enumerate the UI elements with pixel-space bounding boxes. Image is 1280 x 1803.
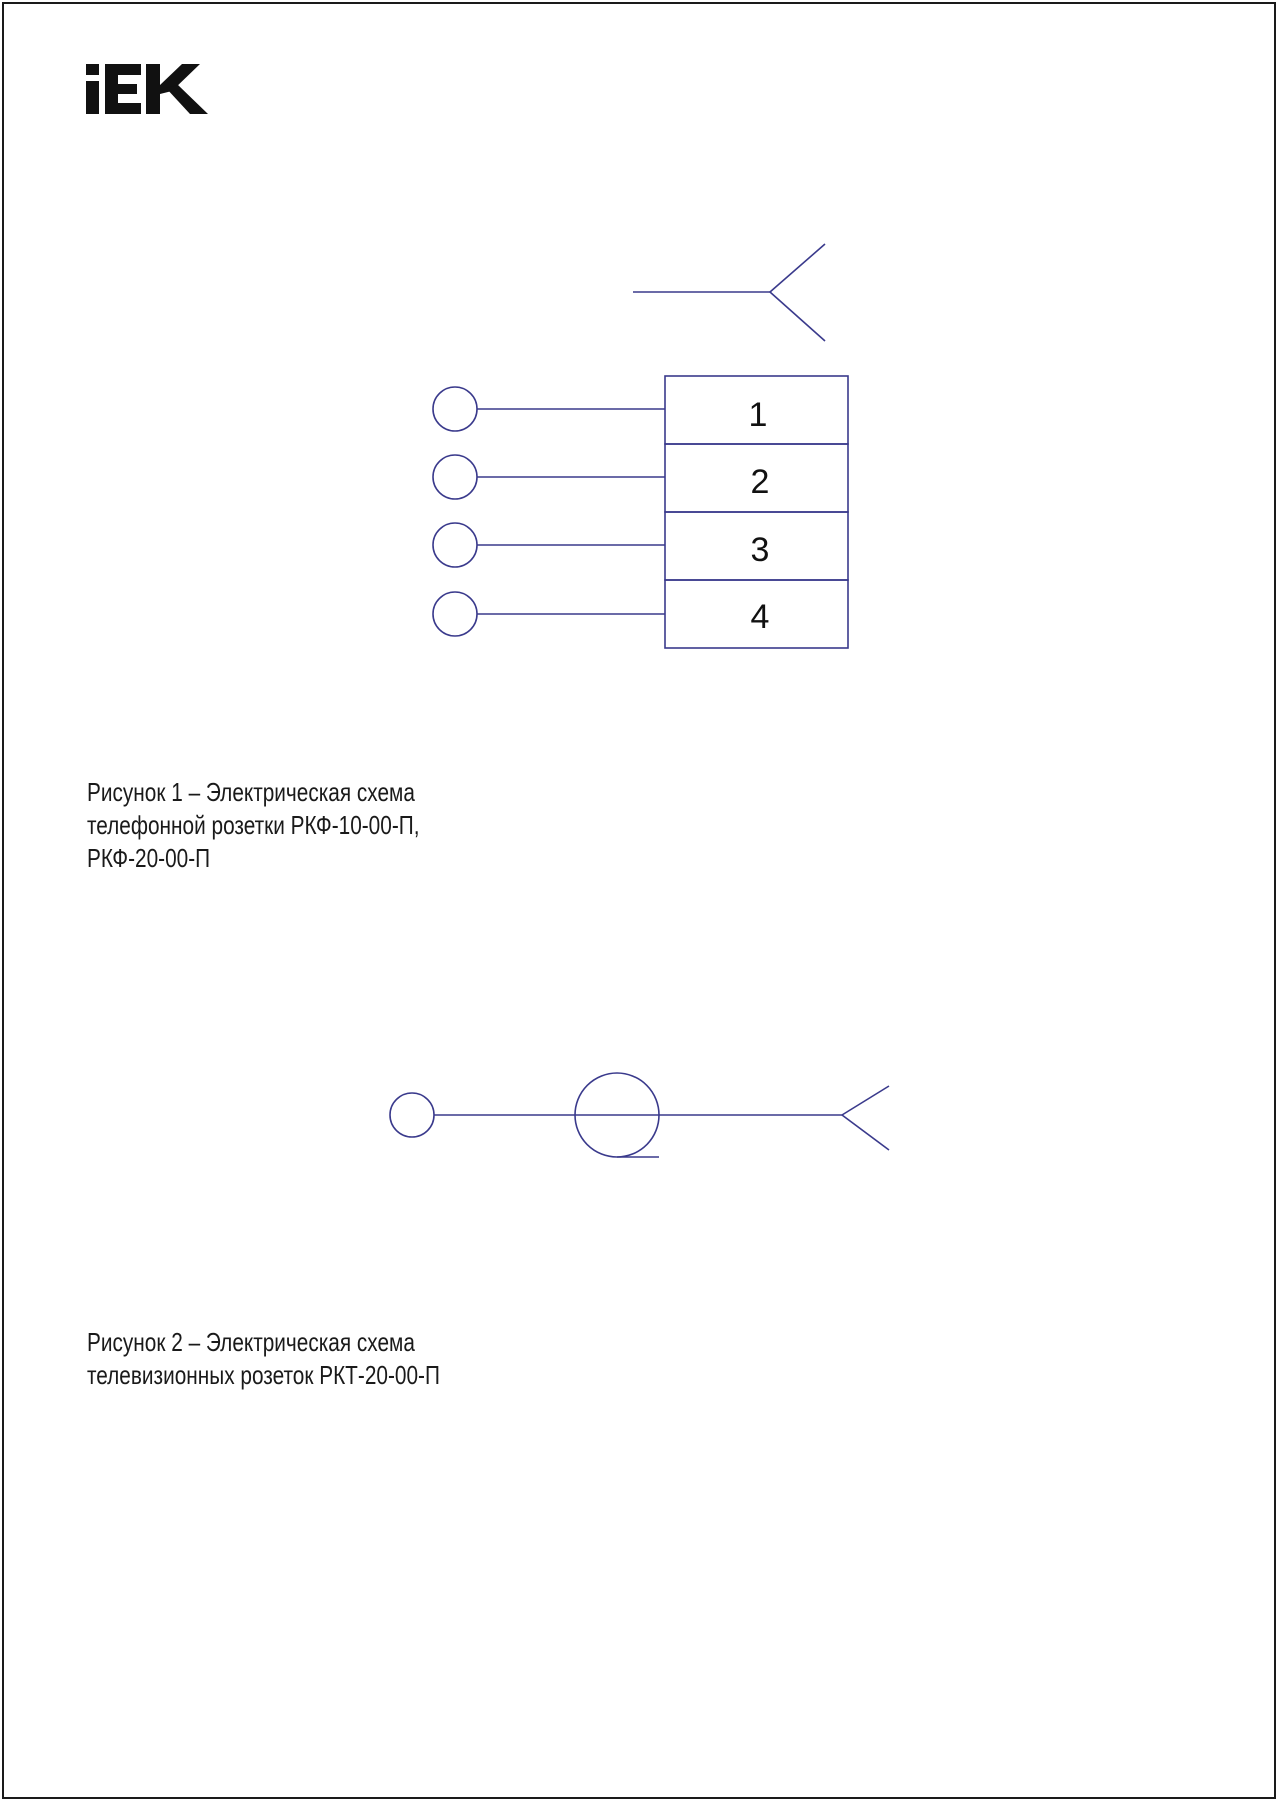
contact-circle-3 [433, 523, 477, 567]
figure1-caption [87, 776, 419, 875]
figure2-caption [87, 1326, 440, 1392]
figure1-contacts [433, 387, 665, 636]
tv-contact-circle [390, 1093, 434, 1137]
figure2-caption-line-2: телевизионных розеток РКТ-20-00-П [87, 1360, 440, 1390]
contact-circle-4 [433, 592, 477, 636]
figure1-caption-line-3: РКФ-20-00-П [87, 843, 211, 873]
terminal-labels [749, 396, 770, 636]
figure2-coax-circuit [390, 1073, 889, 1157]
figure1-caption-line-2: телефонной розетки РКФ-10-00-П, [87, 810, 420, 840]
tv-fork-lower-prong [842, 1115, 889, 1150]
terminal-label-3: 3 [750, 531, 770, 569]
terminal-label-2: 2 [750, 463, 770, 501]
terminal-label-1: 1 [748, 396, 768, 434]
fork-upper-prong [770, 244, 825, 292]
tv-fork-upper-prong [842, 1086, 889, 1115]
contact-circle-1 [433, 387, 477, 431]
figure2-caption-line-1: Рисунок 2 – Электрическая схема [87, 1327, 415, 1357]
figure1-fork-symbol [633, 244, 825, 341]
fork-lower-prong [770, 292, 825, 341]
terminal-label-4: 4 [750, 598, 770, 636]
contact-circle-2 [433, 455, 477, 499]
figure1-caption-line-1: Рисунок 1 – Электрическая схема [87, 777, 415, 807]
